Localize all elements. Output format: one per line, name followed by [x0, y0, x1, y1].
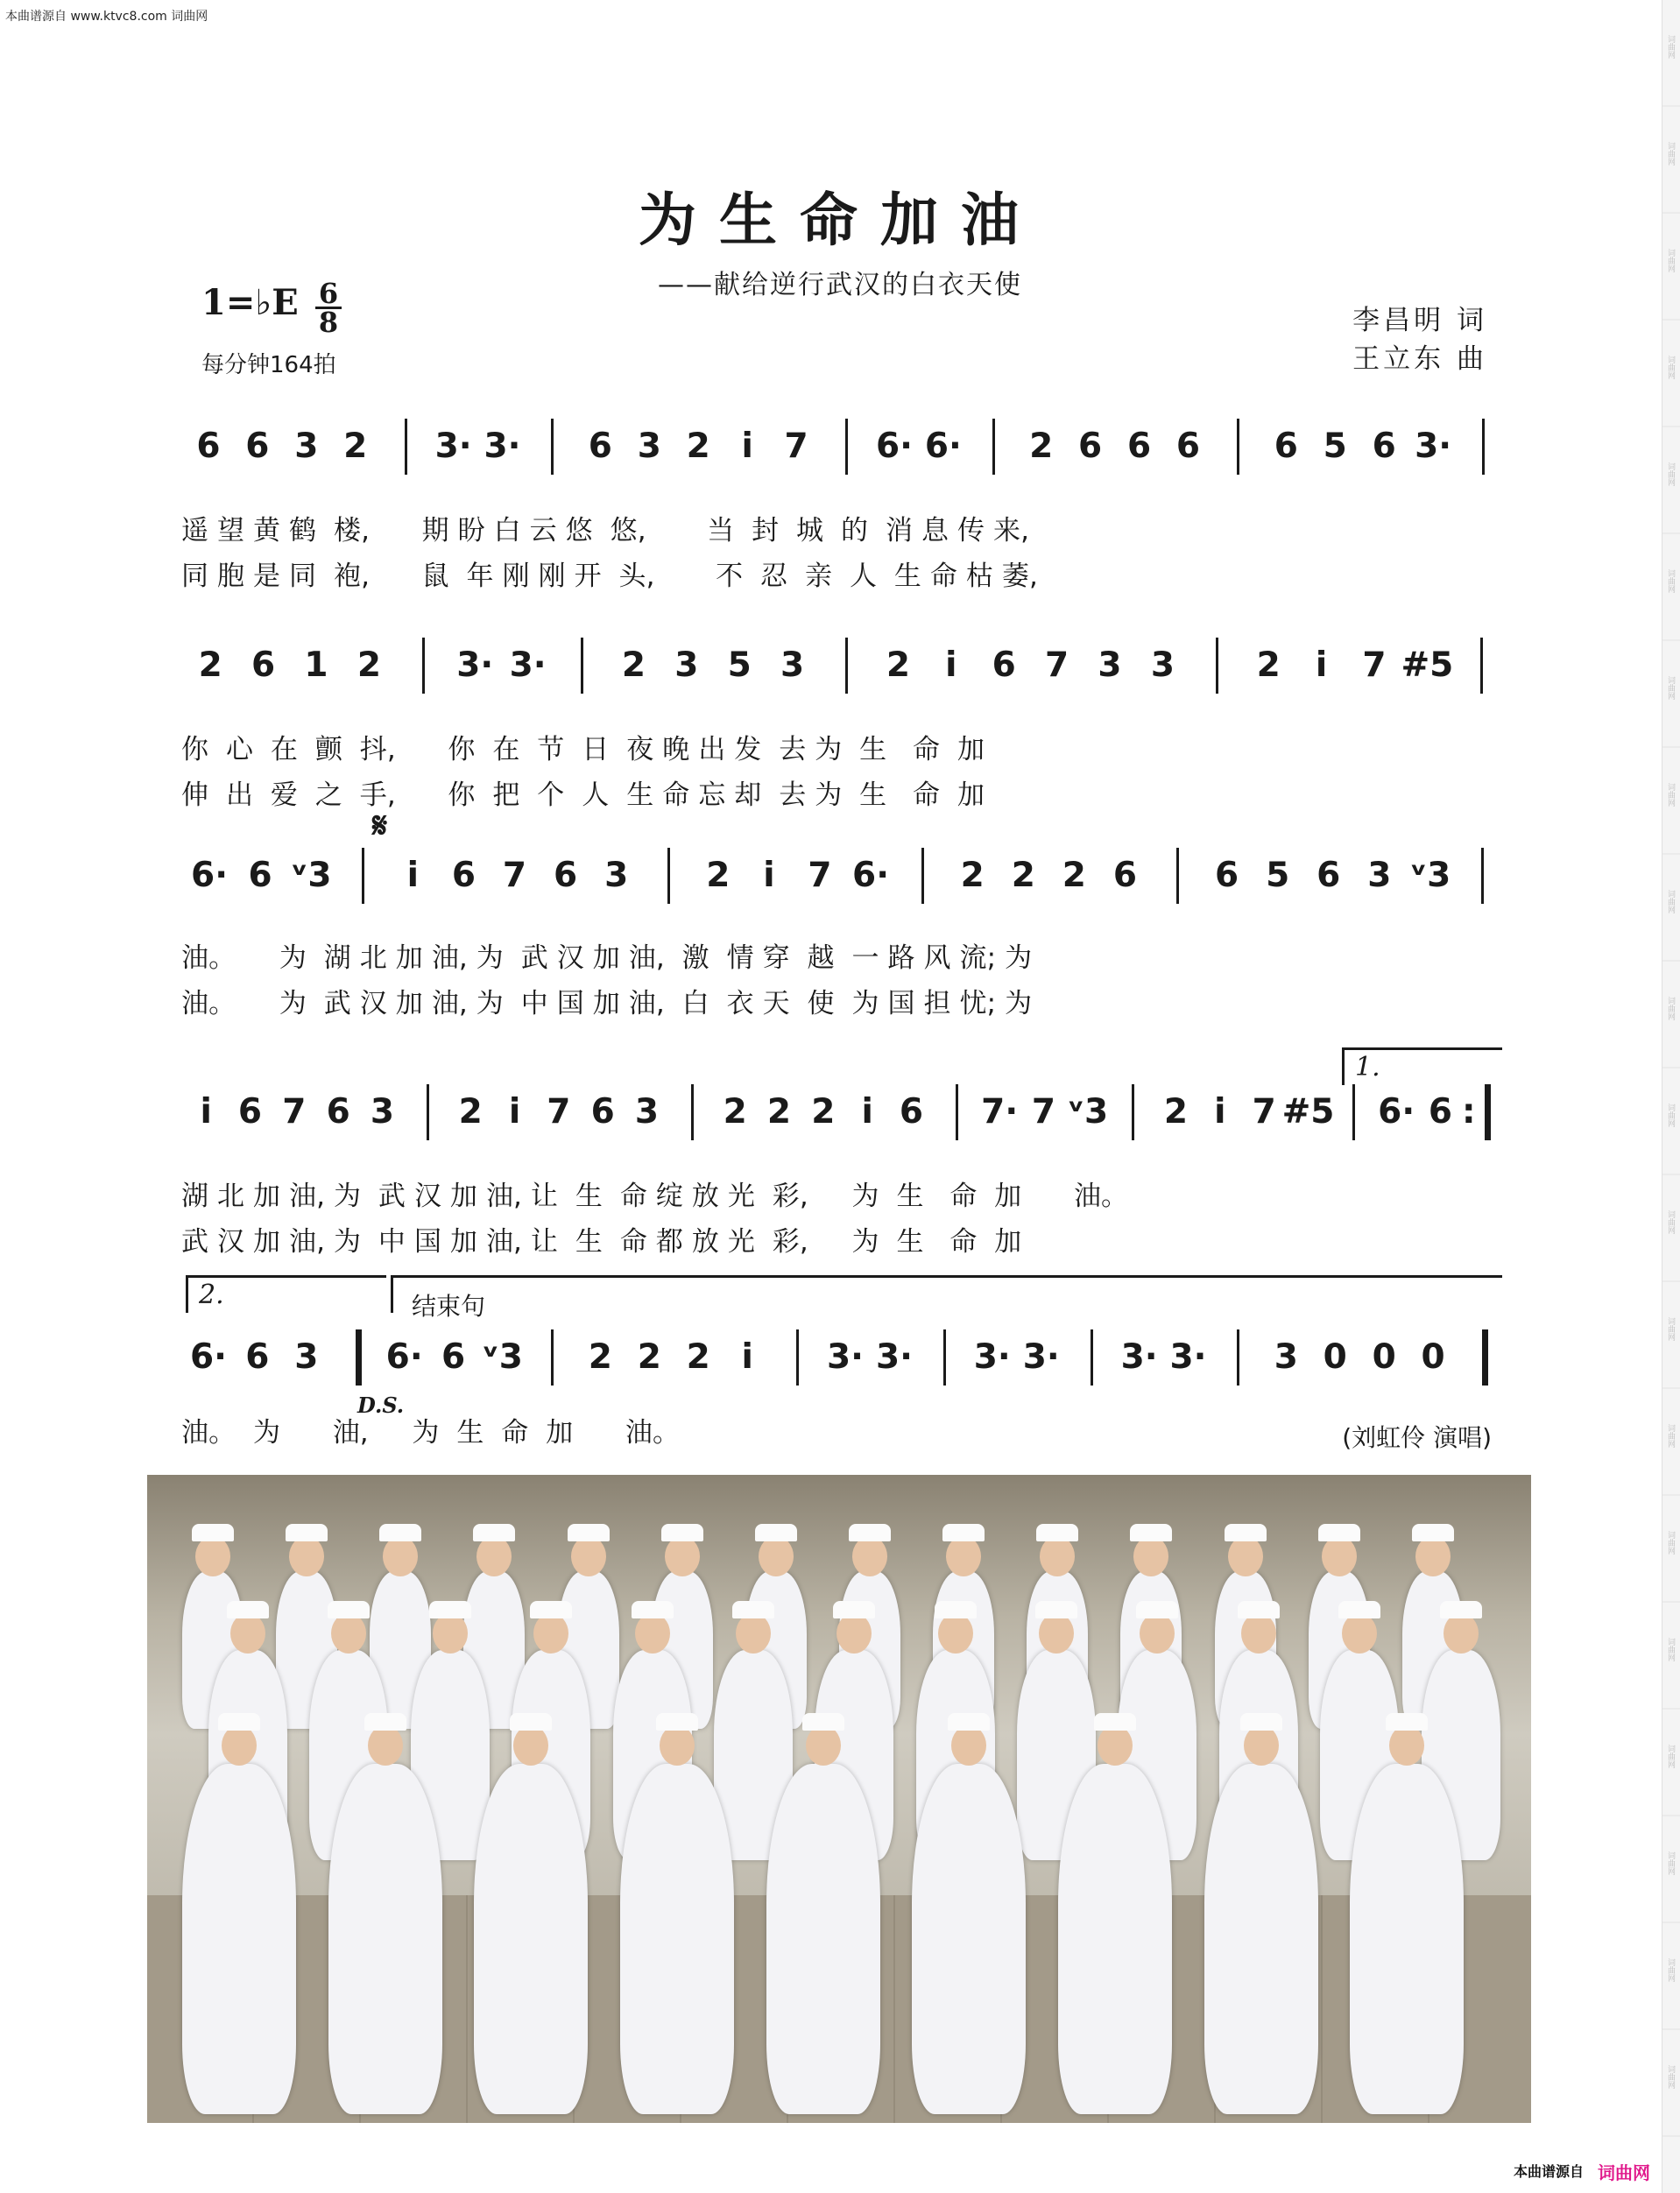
nurse-cap: [1440, 1601, 1482, 1618]
note: 3·: [827, 1337, 864, 1377]
note: 2: [686, 427, 710, 466]
nurse-cap: [1094, 1713, 1136, 1731]
nurse-head: [1039, 1613, 1074, 1654]
note: 2: [766, 1092, 792, 1132]
side-watermark-text: 词曲网: [1666, 1531, 1675, 1555]
note: 7: [1031, 1092, 1056, 1132]
note: 6: [899, 1092, 924, 1132]
nurse-head: [635, 1613, 670, 1654]
nurse-head: [1241, 1613, 1276, 1654]
note: 7: [1252, 1092, 1276, 1132]
note: 3: [637, 427, 661, 466]
note: 3: [780, 645, 805, 685]
barline: [943, 1329, 946, 1386]
nurse-cap: [833, 1601, 875, 1618]
nurse-cap: [192, 1524, 234, 1541]
staff-line-4: [175, 1077, 1515, 1147]
nurse-cap: [1240, 1713, 1282, 1731]
nurse-cap: [286, 1524, 328, 1541]
note: #5: [1401, 645, 1454, 685]
side-watermark-text: 词曲网: [1666, 1745, 1675, 1768]
nurse-head: [1389, 1725, 1424, 1766]
note: 6: [245, 1337, 270, 1377]
nurse-head: [383, 1536, 418, 1576]
nurse-head: [660, 1725, 695, 1766]
barline: [1237, 1329, 1239, 1386]
repeat-dots: :: [1462, 1092, 1476, 1132]
note: i: [861, 1092, 873, 1132]
note: i: [741, 1337, 753, 1377]
ds-mark: D.S.: [357, 1393, 405, 1418]
note: 3·: [1169, 1337, 1207, 1377]
nurse-cap: [948, 1713, 990, 1731]
side-watermark-text: 词曲网: [1666, 1424, 1675, 1448]
footer-source: 本曲谱源自: [1513, 2163, 1584, 2180]
staff-line-3: [175, 841, 1515, 911]
note: ᵛ3: [290, 856, 332, 895]
lyric-line: 你 心 在 颤 抖, 你 在 节 日 夜 晚 出 发 去 为 生 命 加: [181, 734, 985, 765]
nurse-head: [1133, 1536, 1168, 1576]
barline: [1237, 419, 1239, 475]
nurse-cap: [1225, 1524, 1267, 1541]
barline: [1216, 638, 1218, 694]
volta-second: [186, 1275, 386, 1313]
note: 5: [727, 645, 752, 685]
nurses-group-photo: [147, 1475, 1531, 2123]
lyric-line: 武 汉 加 油, 为 中 国 加 油, 让 生 命 都 放 光 彩, 为 生 命 加: [181, 1226, 1022, 1258]
staff-line-2: [175, 631, 1515, 701]
source-line: 本曲谱源自 www.ktvc8.com 词曲网: [5, 10, 208, 24]
note: 3: [604, 856, 629, 895]
lyricist: 李昌明 词: [1352, 305, 1487, 336]
nurse-cap: [364, 1713, 406, 1731]
barline: [551, 419, 554, 475]
nurse-figure: [620, 1764, 734, 2114]
barline: [1352, 1084, 1355, 1140]
nurse-figure: [474, 1764, 588, 2114]
note: 2: [723, 1092, 747, 1132]
nurse-head: [195, 1536, 230, 1576]
note: ᵛ3: [482, 1337, 523, 1377]
note: 6: [1214, 856, 1239, 895]
note: 6·: [852, 856, 890, 895]
nurse-figure: [1204, 1764, 1318, 2114]
nurse-figure: [766, 1764, 880, 2114]
nurse-cap: [656, 1713, 698, 1731]
ending-label: 结束句: [412, 1292, 486, 1321]
note: 6: [237, 1092, 263, 1132]
nurse-head: [1415, 1536, 1451, 1576]
nurse-cap: [732, 1601, 774, 1618]
song-subtitle: ——献给逆行武汉的白衣天使: [658, 270, 1022, 300]
nurse-cap: [473, 1524, 515, 1541]
time-signature: [315, 277, 342, 339]
side-watermark-text: 词曲网: [1666, 1210, 1675, 1234]
note: 2: [621, 645, 646, 685]
volta-second-label: 2.: [199, 1280, 224, 1310]
note: 3: [1098, 645, 1122, 685]
singer-credit: (刘虹伶 演唱): [1342, 1423, 1492, 1452]
note: 6·: [924, 427, 962, 466]
nurse-head: [368, 1725, 403, 1766]
note: 6: [451, 856, 476, 895]
note: 3·: [509, 645, 547, 685]
nurse-cap: [1338, 1601, 1380, 1618]
note: 5: [1323, 427, 1347, 466]
nurse-cap: [429, 1601, 471, 1618]
barline: [1480, 638, 1483, 694]
note: i: [945, 645, 957, 685]
barline: [551, 1329, 554, 1386]
nurse-cap: [218, 1713, 260, 1731]
note: 7: [547, 1092, 571, 1132]
note: 5: [1266, 856, 1290, 895]
nurse-cap: [530, 1601, 572, 1618]
barline: [1482, 1329, 1488, 1386]
barline: [1091, 1329, 1093, 1386]
nurse-head: [1244, 1725, 1279, 1766]
nurse-head: [736, 1613, 771, 1654]
side-watermark-text: 词曲网: [1666, 997, 1675, 1020]
nurse-cap: [632, 1601, 674, 1618]
note: 6: [245, 427, 270, 466]
lyric-line: 同 胞 是 同 袍, 鼠 年 刚 刚 开 头, 不 忍 亲 人 生 命 枯 萎,: [181, 561, 1038, 592]
note: 6: [992, 645, 1016, 685]
side-watermark-strip: [1662, 0, 1680, 2193]
note: 6: [1078, 427, 1103, 466]
note: 6·: [1378, 1092, 1415, 1132]
nurse-head: [946, 1536, 981, 1576]
note: 3: [674, 645, 699, 685]
barline: [581, 638, 583, 694]
barline: [667, 848, 670, 904]
barline: [992, 419, 995, 475]
note: 3·: [1120, 1337, 1158, 1377]
nurse-cap: [1130, 1524, 1172, 1541]
staff-line-5: [175, 1322, 1515, 1393]
note: 7: [282, 1092, 307, 1132]
note: 6: [1316, 856, 1341, 895]
note: 0: [1372, 1337, 1396, 1377]
nurse-cap: [227, 1601, 269, 1618]
nurse-cap: [755, 1524, 797, 1541]
composer: 王立东 曲: [1352, 343, 1487, 375]
note: 3: [1367, 856, 1392, 895]
barline: [1485, 1084, 1491, 1140]
note: i: [763, 856, 775, 895]
side-watermark-text: 词曲网: [1666, 35, 1675, 59]
lyric-line: 油。 为 湖 北 加 油, 为 武 汉 加 油, 激 情 穿 越 一 路 风 流; 为: [181, 942, 1033, 974]
note: 3: [370, 1092, 395, 1132]
note: 1: [304, 645, 328, 685]
side-watermark-text: 词曲网: [1666, 1958, 1675, 1982]
time-top: 6: [318, 277, 339, 310]
note: 3·: [875, 1337, 913, 1377]
note: 3·: [973, 1337, 1011, 1377]
barline: [921, 848, 924, 904]
lyric-line: 湖 北 加 油, 为 武 汉 加 油, 让 生 命 绽 放 光 彩, 为 生 命 加 油。: [181, 1181, 1129, 1212]
note: 2: [686, 1337, 710, 1377]
nurse-cap: [1412, 1524, 1454, 1541]
note: 6·: [191, 856, 229, 895]
nurse-head: [806, 1725, 841, 1766]
note: 2: [458, 1092, 483, 1132]
barline: [422, 638, 425, 694]
nurse-figure: [1058, 1764, 1172, 2114]
nurse-head: [852, 1536, 887, 1576]
nurse-head: [1040, 1536, 1075, 1576]
note: 6: [553, 856, 578, 895]
nurse-cap: [849, 1524, 891, 1541]
side-watermark-text: 词曲网: [1666, 676, 1675, 700]
note: 6: [1112, 856, 1137, 895]
nurse-cap: [661, 1524, 703, 1541]
note: 7: [1362, 645, 1387, 685]
volta-first: [1342, 1047, 1502, 1085]
nurse-head: [1228, 1536, 1263, 1576]
tempo: 每分钟164拍: [201, 352, 336, 378]
barline: [956, 1084, 958, 1140]
barline: [1176, 848, 1179, 904]
note: 6: [1126, 427, 1152, 466]
segno-sign: 𝄋: [372, 806, 388, 846]
lyric-line: 油。 为 武 汉 加 油, 为 中 国 加 油, 白 衣 天 使 为 国 担 忧; 为: [181, 988, 1033, 1019]
nurse-figure: [912, 1764, 1026, 2114]
side-watermark-text: 词曲网: [1666, 1317, 1675, 1341]
note: 7·: [981, 1092, 1019, 1132]
note: 6: [196, 427, 221, 466]
note: 6: [1372, 427, 1396, 466]
side-watermark-text: 词曲网: [1666, 890, 1675, 913]
side-watermark-text: 词曲网: [1666, 462, 1675, 486]
note: i: [1214, 1092, 1226, 1132]
ending-bracket: [391, 1275, 1502, 1313]
nurse-head: [1444, 1613, 1479, 1654]
note: 2: [1011, 856, 1035, 895]
barline: [362, 848, 364, 904]
nurse-figure: [328, 1764, 442, 2114]
side-watermark-text: 词曲网: [1666, 356, 1675, 379]
note: 6: [588, 427, 612, 466]
nurse-figure: [1350, 1764, 1464, 2114]
nurse-cap: [942, 1524, 985, 1541]
note: 6·: [189, 1337, 227, 1377]
barline: [356, 1329, 362, 1386]
note: 2: [960, 856, 985, 895]
side-watermark-text: 词曲网: [1666, 2065, 1675, 2089]
note: 3: [294, 427, 319, 466]
nurse-head: [533, 1613, 568, 1654]
nurse-head: [1098, 1725, 1133, 1766]
note: 2: [886, 645, 910, 685]
nurse-cap: [1036, 1524, 1078, 1541]
nurse-cap: [510, 1713, 552, 1731]
nurse-figure: [182, 1764, 296, 2114]
note: 3: [1274, 1337, 1298, 1377]
nurse-cap: [568, 1524, 610, 1541]
note: 7: [784, 427, 808, 466]
side-watermark-text: 词曲网: [1666, 249, 1675, 272]
note: 6: [251, 645, 276, 685]
lyric-line: 遥 望 黄 鹤 楼, 期 盼 白 云 悠 悠, 当 封 城 的 消 息 传 来,: [181, 515, 1030, 546]
note: 3: [1150, 645, 1175, 685]
note: i: [200, 1092, 212, 1132]
note: 7: [808, 856, 832, 895]
note: 2: [811, 1092, 836, 1132]
note: 6: [1274, 427, 1298, 466]
staff-line-1: [175, 412, 1515, 482]
note: 7: [1045, 645, 1069, 685]
note: 3·: [484, 427, 521, 466]
note: 2: [356, 645, 381, 685]
note: i: [741, 427, 753, 466]
note: 6: [248, 856, 272, 895]
note: 0: [1421, 1337, 1445, 1377]
note: 6: [1428, 1092, 1453, 1132]
nurse-cap: [935, 1601, 977, 1618]
nurse-cap: [1238, 1601, 1280, 1618]
note: 3·: [434, 427, 472, 466]
side-watermark-text: 词曲网: [1666, 1851, 1675, 1875]
nurse-head: [433, 1613, 468, 1654]
note: ᵛ3: [1409, 856, 1451, 895]
note: 2: [1256, 645, 1281, 685]
barline: [405, 419, 407, 475]
note: 7: [502, 856, 527, 895]
note: 2: [343, 427, 368, 466]
note: 6: [590, 1092, 615, 1132]
nurse-head: [222, 1725, 257, 1766]
nurse-cap: [802, 1713, 844, 1731]
note: 2: [588, 1337, 612, 1377]
nurse-head: [938, 1613, 973, 1654]
key-signature: 1=♭E: [201, 282, 299, 323]
side-watermark-text: 词曲网: [1666, 783, 1675, 807]
nurse-cap: [328, 1601, 370, 1618]
footer-logo: 词曲网: [1598, 2162, 1650, 2183]
nurse-cap: [1035, 1601, 1077, 1618]
song-title: 为生命加油: [639, 186, 1041, 254]
nurse-head: [1322, 1536, 1357, 1576]
note: 3·: [1022, 1337, 1060, 1377]
note: 3: [294, 1337, 319, 1377]
side-watermark-text: 词曲网: [1666, 569, 1675, 593]
note: 2: [1062, 856, 1086, 895]
side-watermark-text: 词曲网: [1666, 1638, 1675, 1661]
nurse-head: [230, 1613, 265, 1654]
barline: [691, 1084, 694, 1140]
note: 2: [1029, 427, 1054, 466]
nurse-cap: [379, 1524, 421, 1541]
note: i: [1315, 645, 1328, 685]
lyric-line: 伸 出 爱 之 手, 你 把 个 人 生 命 忘 却 去 为 生 命 加: [181, 779, 985, 811]
nurse-head: [1342, 1613, 1377, 1654]
volta-first-label: 1.: [1355, 1052, 1380, 1082]
note: 2: [198, 645, 222, 685]
nurse-cap: [1136, 1601, 1178, 1618]
note: i: [508, 1092, 521, 1132]
time-bottom: 8: [318, 306, 339, 339]
nurse-head: [571, 1536, 606, 1576]
side-watermark-text: 词曲网: [1666, 142, 1675, 166]
nurse-cap: [1318, 1524, 1360, 1541]
note: 3: [634, 1092, 660, 1132]
note: #5: [1281, 1092, 1335, 1132]
note: 6·: [875, 427, 913, 466]
nurse-head: [289, 1536, 324, 1576]
barline: [1132, 1084, 1134, 1140]
note: 0: [1323, 1337, 1347, 1377]
nurse-cap: [1386, 1713, 1428, 1731]
barline: [845, 638, 848, 694]
side-watermark-text: 词曲网: [1666, 1104, 1675, 1127]
note: 6: [1175, 427, 1201, 466]
barline: [1482, 419, 1485, 475]
nurse-head: [759, 1536, 794, 1576]
note: ᵛ3: [1067, 1092, 1109, 1132]
barline: [845, 419, 848, 475]
nurse-head: [331, 1613, 366, 1654]
barline: [1481, 848, 1484, 904]
nurse-head: [476, 1536, 512, 1576]
note: 3·: [456, 645, 494, 685]
note: 6: [441, 1337, 466, 1377]
note: 2: [637, 1337, 661, 1377]
note: 3·: [1415, 427, 1452, 466]
note: 2: [1163, 1092, 1189, 1132]
note: 2: [706, 856, 731, 895]
barline: [427, 1084, 429, 1140]
nurse-head: [665, 1536, 700, 1576]
barline: [796, 1329, 799, 1386]
note: i: [406, 856, 420, 895]
note: 6: [326, 1092, 350, 1132]
note: 6·: [385, 1337, 423, 1377]
lyric-line: 油。 为 油, 为 生 命 加 油。: [181, 1417, 681, 1449]
